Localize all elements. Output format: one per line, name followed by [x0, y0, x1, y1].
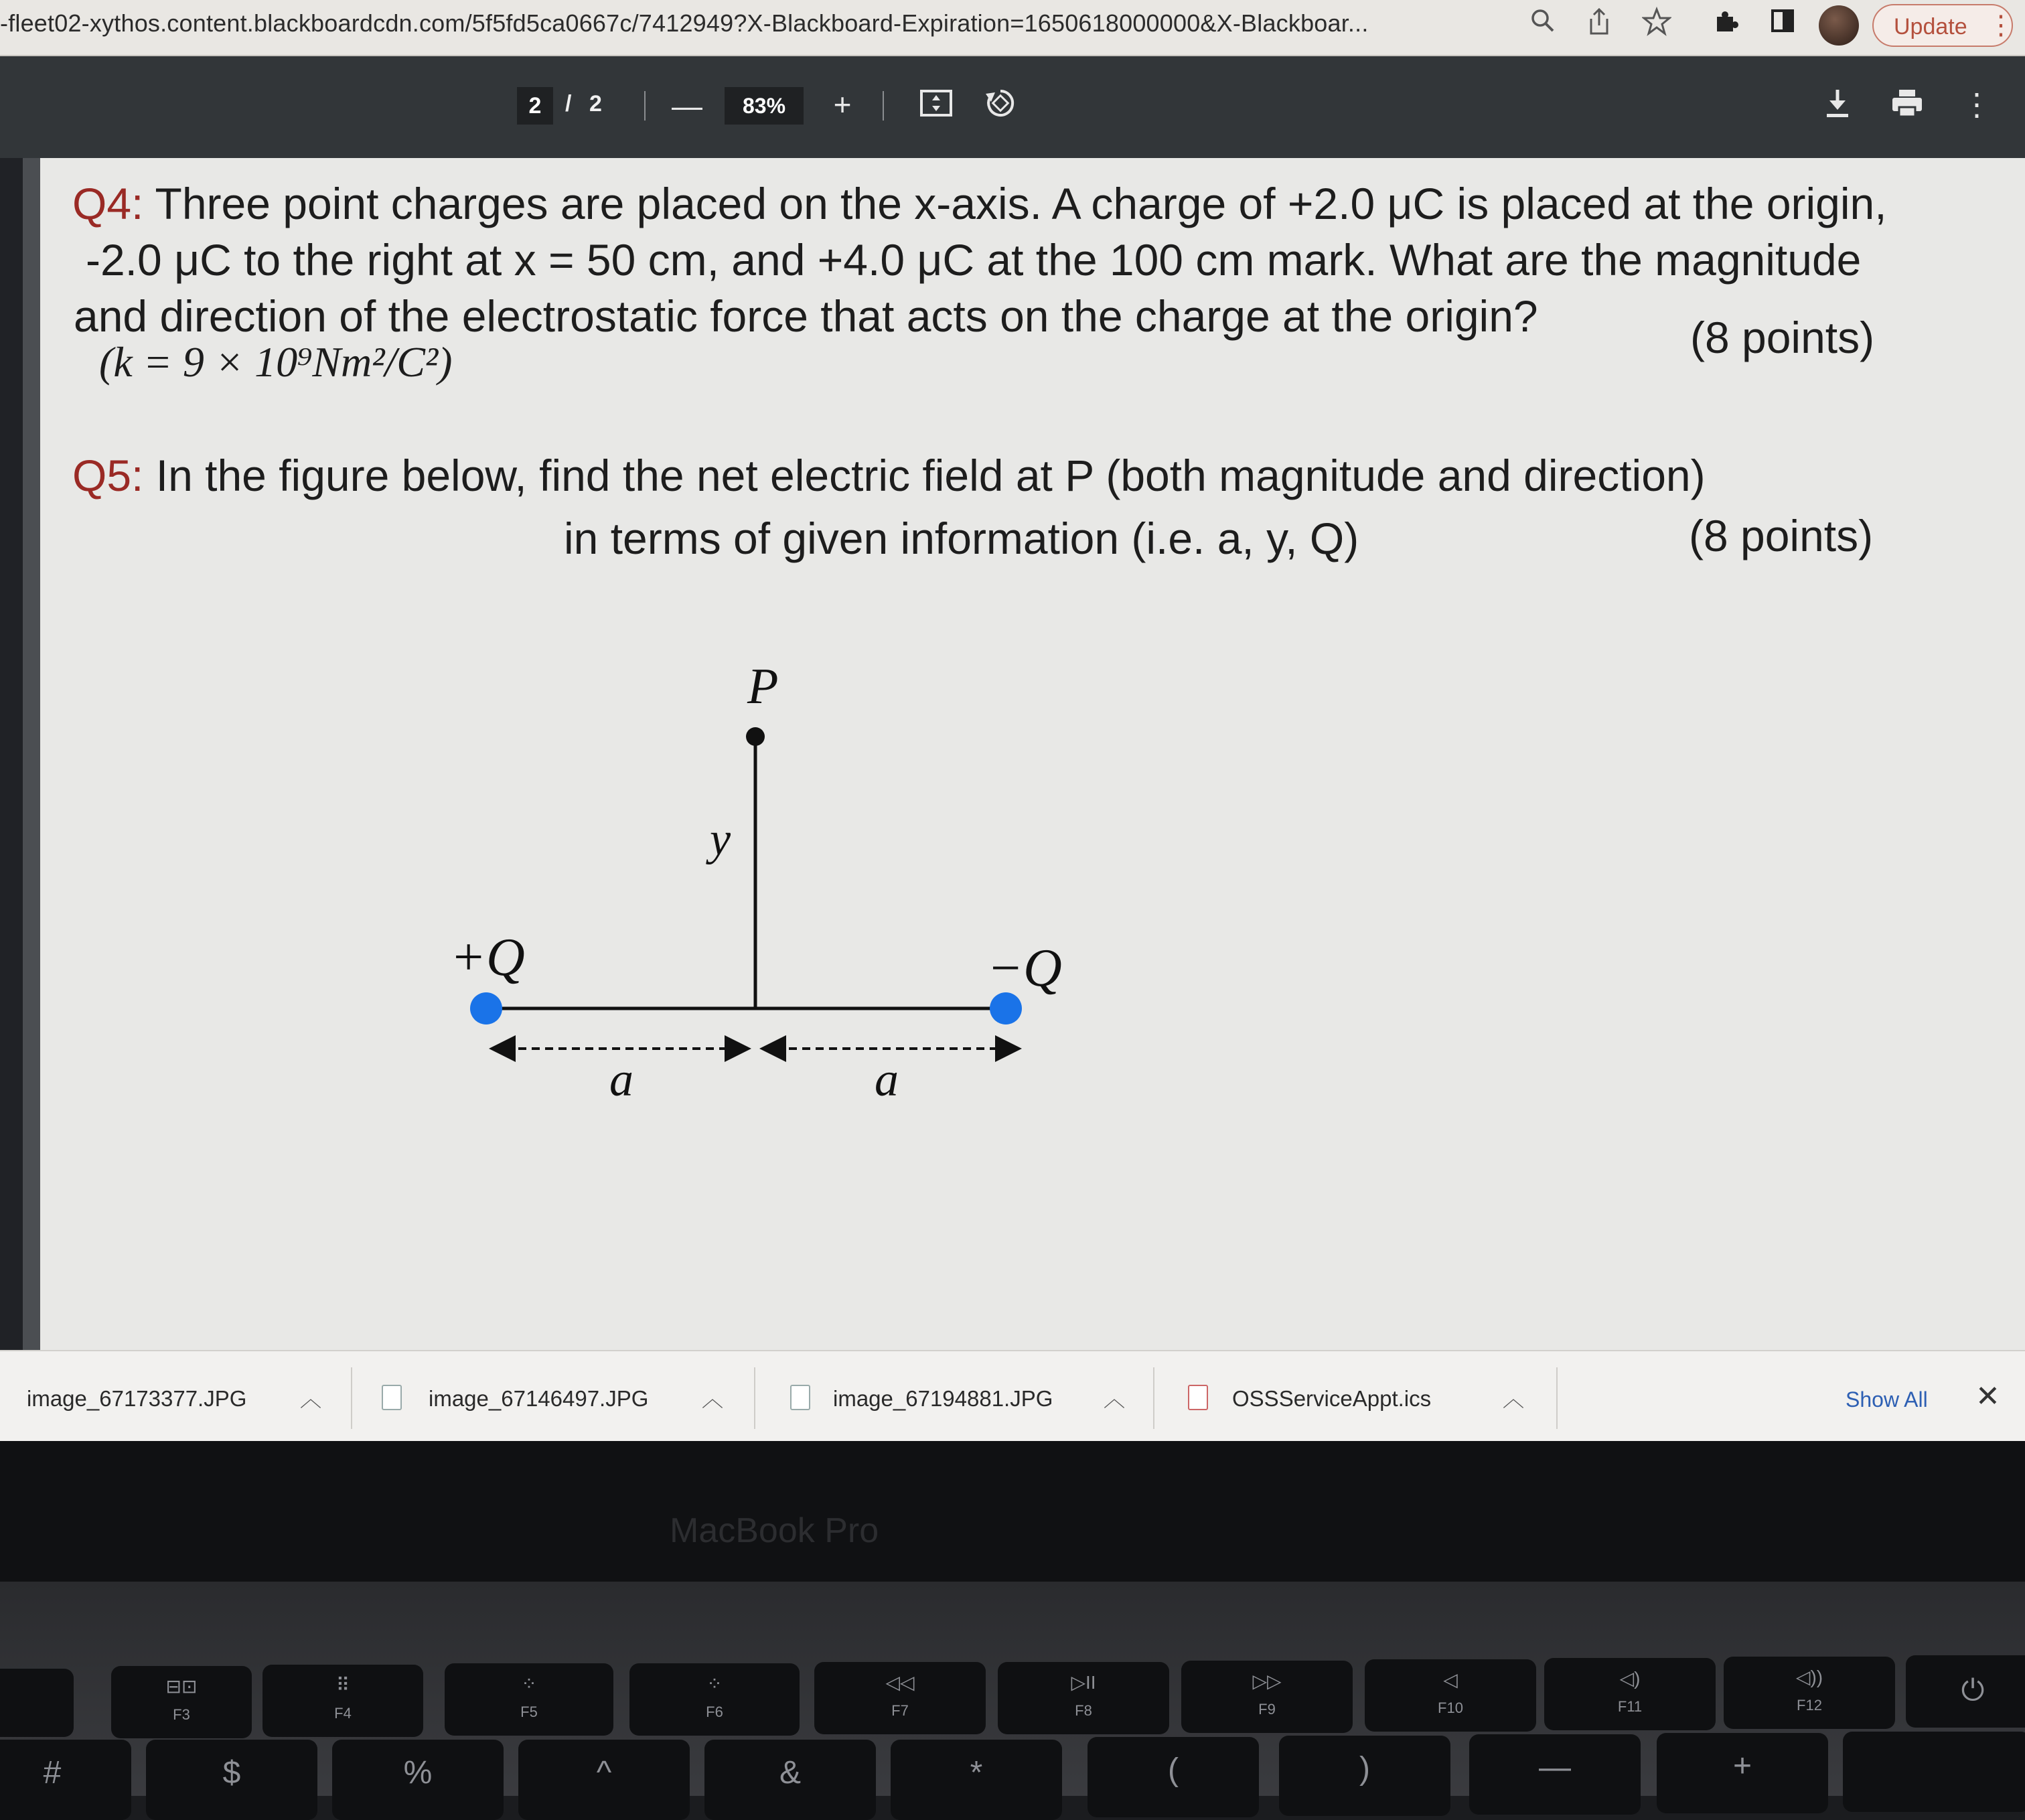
negative-charge-label: −Q	[987, 939, 1062, 998]
download-filename: image_67146497.JPG	[429, 1386, 649, 1411]
q5-text-1: In the figure below, find the net electric field at P (both magnitude and direction)	[143, 451, 1706, 500]
show-all-button[interactable]: Show All	[1846, 1387, 1928, 1412]
chevron-up-icon[interactable]: ︿	[1503, 1387, 1525, 1411]
brand-label: MacBook Pro	[670, 1511, 879, 1550]
pdf-page	[40, 158, 2025, 1350]
key-f3: ⊟⊡ F3	[111, 1666, 252, 1738]
y-label: y	[710, 814, 731, 865]
download-item[interactable]	[1154, 1351, 1556, 1442]
key-f11: ◁) F11	[1544, 1658, 1716, 1730]
q4-line-2: -2.0 μC to the right at x = 50 cm, and +4.0 μC at the 100 cm mark. What are the magnitude	[86, 235, 1862, 285]
positive-charge-label: +Q	[450, 928, 525, 987]
key-8: *	[891, 1740, 1062, 1820]
share-icon[interactable]	[1580, 7, 1618, 44]
q4-label: Q4:	[72, 179, 144, 228]
toolbar-divider	[883, 91, 884, 121]
q4-formula: (k = 9 × 10⁹Nm²/C²)	[99, 338, 453, 386]
chevron-up-icon[interactable]: ︿	[1104, 1387, 1126, 1411]
file-icon	[382, 1385, 402, 1410]
url-field[interactable]: -fleet02-xythos.content.blackboardcdn.com/5f5fd5ca0667c/7412949?X-Blackboard-Expiration=1650618000000&X-Blackboar...	[0, 9, 1369, 37]
pdf-toolbar	[0, 56, 2025, 158]
q5-label: Q5:	[72, 451, 144, 500]
p-label: P	[747, 658, 779, 714]
bookmark-star-icon[interactable]	[1638, 7, 1675, 44]
more-icon[interactable]: ⋮	[1961, 87, 1992, 122]
key-delete	[1843, 1732, 2025, 1812]
key-7: &	[704, 1740, 876, 1820]
key-f12: ◁)) F12	[1724, 1657, 1895, 1729]
key-plus: +	[1657, 1733, 1828, 1813]
q5-line-1	[72, 450, 1706, 501]
extensions-puzzle-icon[interactable]	[1708, 7, 1745, 44]
q4-points: (8 points)	[1690, 313, 1875, 362]
key-f8: ▷II F8	[998, 1662, 1169, 1734]
zoom-level-input[interactable]: 83%	[725, 87, 804, 125]
divider	[1556, 1367, 1558, 1429]
key-5: %	[332, 1740, 504, 1820]
downloads-shelf	[0, 1350, 2025, 1442]
download-icon[interactable]	[1817, 86, 1858, 129]
update-button[interactable]: Update	[1872, 4, 2013, 47]
file-icon	[790, 1385, 810, 1410]
key-4: $	[146, 1740, 317, 1820]
menu-dots-icon[interactable]: ⋮	[1987, 11, 2014, 40]
close-icon[interactable]: ✕	[1975, 1380, 2000, 1413]
laptop-bezel	[0, 1441, 2025, 1582]
zoom-in-button[interactable]: +	[833, 87, 852, 122]
point-p	[746, 727, 765, 746]
fit-page-icon[interactable]	[916, 86, 956, 129]
key-esc	[0, 1669, 74, 1737]
key-power: ⏻	[1906, 1655, 2025, 1728]
q4-line-3: and direction of the electrostatic force that acts on the charge at the origin?	[74, 291, 1538, 341]
key-0: )	[1279, 1736, 1450, 1816]
browser-address-bar	[0, 0, 2025, 56]
calendar-file-icon	[1188, 1385, 1208, 1410]
key-f9: ▷▷ F9	[1181, 1661, 1353, 1733]
key-3: #	[0, 1740, 131, 1820]
toolbar-divider	[644, 91, 646, 121]
download-item[interactable]	[755, 1351, 1153, 1442]
page-number-input[interactable]: 2	[517, 87, 553, 125]
key-f4: ⠿ F4	[262, 1665, 423, 1737]
page-total: 2	[589, 91, 602, 117]
viewer-margin	[0, 158, 40, 1350]
keyboard	[0, 1582, 2025, 1796]
positive-charge	[470, 992, 502, 1025]
key-f10: ◁ F10	[1365, 1659, 1536, 1732]
key-f6: ⁘ F6	[629, 1663, 800, 1736]
rotate-icon[interactable]	[980, 86, 1021, 129]
key-f7: ◁◁ F7	[814, 1662, 986, 1734]
electric-field-figure	[415, 654, 1165, 1136]
q5-line-2: in terms of given information (i.e. a, y, Q)	[564, 514, 1359, 563]
key-9: (	[1088, 1737, 1259, 1817]
q4-line-1	[72, 178, 1887, 229]
zoom-icon[interactable]	[1524, 7, 1562, 44]
q5-points: (8 points)	[1689, 511, 1874, 560]
key-minus: —	[1469, 1734, 1641, 1815]
download-item[interactable]	[0, 1351, 351, 1442]
zoom-out-button[interactable]: —	[672, 88, 702, 123]
print-icon[interactable]	[1887, 86, 1927, 129]
download-filename: image_67173377.JPG	[27, 1386, 247, 1411]
download-filename: image_67194881.JPG	[833, 1386, 1053, 1411]
sidepanel-icon[interactable]	[1764, 7, 1801, 44]
profile-avatar[interactable]	[1819, 5, 1859, 46]
download-filename: OSSServiceAppt.ics	[1232, 1386, 1432, 1411]
key-6: ^	[518, 1740, 690, 1820]
chevron-up-icon[interactable]: ︿	[300, 1387, 322, 1411]
a-left-label: a	[609, 1053, 633, 1106]
page-separator: /	[565, 91, 572, 117]
key-f5: ⁘ F5	[445, 1663, 613, 1736]
q4-text-1: Three point charges are placed on the x-axis. A charge of +2.0 μC is placed at the origin,	[143, 179, 1887, 228]
chevron-up-icon[interactable]: ︿	[702, 1387, 724, 1411]
a-right-label: a	[875, 1053, 899, 1106]
download-item[interactable]	[352, 1351, 754, 1442]
